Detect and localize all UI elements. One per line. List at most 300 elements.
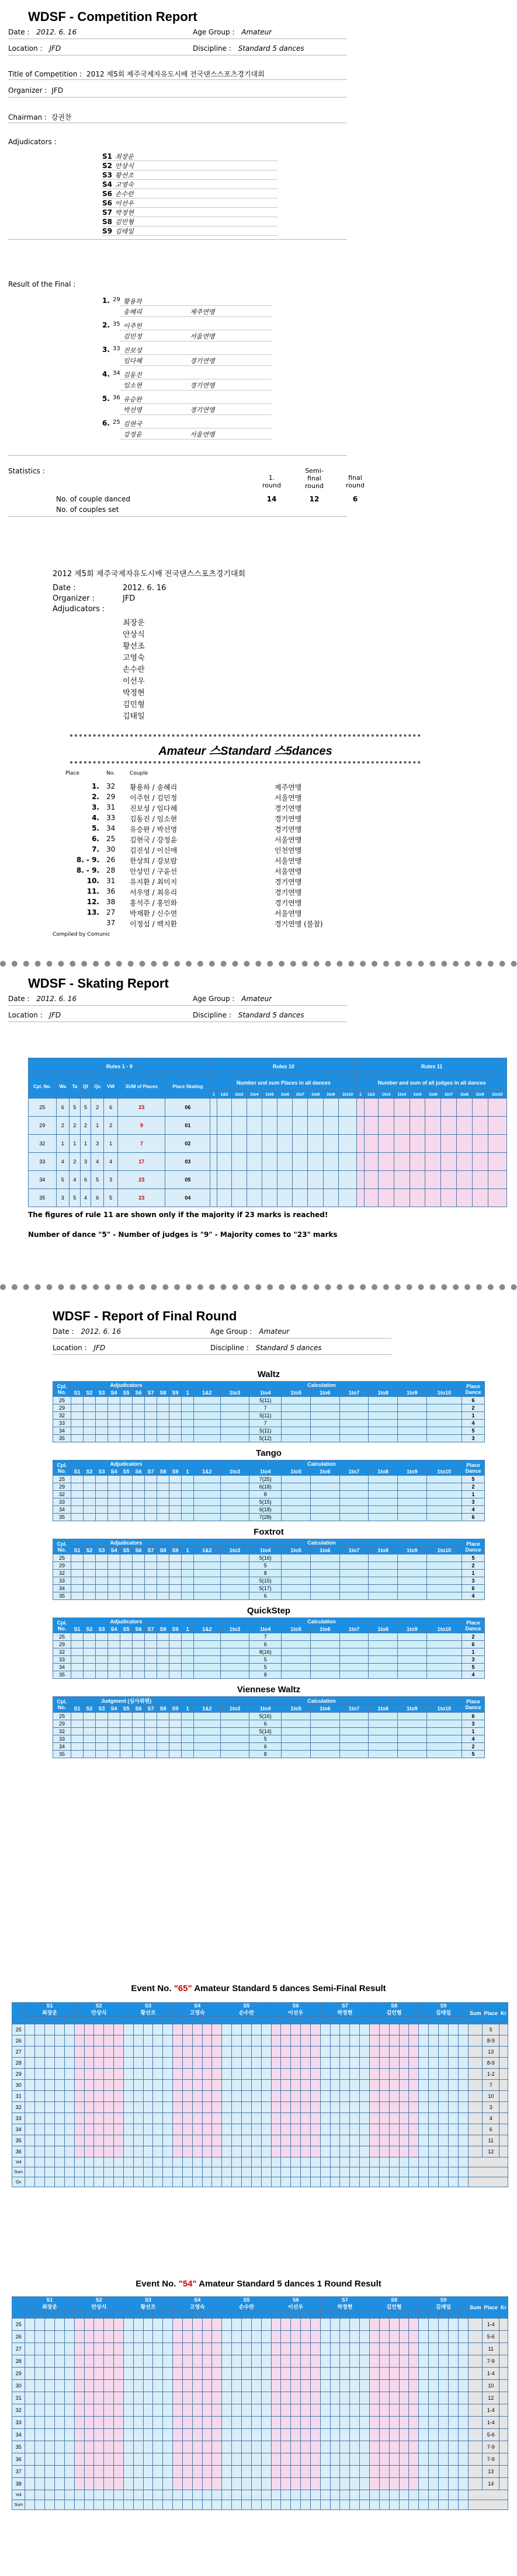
judge-code-head: S8 <box>157 1626 169 1633</box>
semi-mark <box>429 2058 439 2069</box>
r1-mark <box>45 2453 55 2466</box>
semi-mark <box>291 2058 301 2069</box>
cpl-head: Cpl. No. <box>53 1460 71 1476</box>
semi-footer-cell <box>35 2177 45 2187</box>
r1-footer-cell <box>173 2500 183 2510</box>
r1-mark <box>419 2417 429 2429</box>
r1-mark <box>379 2466 389 2478</box>
semi-mark <box>123 2080 133 2091</box>
r1-dance-subhead <box>192 2311 202 2319</box>
semi-mark <box>419 2080 429 2091</box>
dance-cpl-no: 35 <box>53 1751 71 1758</box>
r1-mark <box>379 2355 389 2368</box>
semi-mark <box>133 2080 143 2091</box>
r1-mark <box>399 2380 409 2392</box>
r1-judge-code: S4 <box>194 2297 201 2303</box>
semi-mark <box>94 2146 104 2157</box>
age-label: Age Group : <box>193 28 235 36</box>
r1-dance-subhead <box>84 2311 94 2319</box>
judge-mark <box>120 1577 133 1585</box>
semi-mark <box>212 2080 222 2091</box>
semi-mark <box>133 2113 143 2124</box>
semi-mark <box>330 2047 340 2058</box>
semi-mark <box>84 2113 94 2124</box>
semi-footer-cell <box>143 2157 153 2167</box>
r1-footer-cell <box>104 2490 114 2500</box>
skating-date-row <box>8 995 77 1003</box>
semi-footer-cell <box>212 2157 222 2167</box>
semi-footer-cell <box>330 2167 340 2177</box>
skating-age-label: Age Group : <box>193 995 235 1003</box>
final-place: 6. <box>102 419 110 427</box>
semi-mark <box>74 2146 84 2157</box>
summary-place: 5. <box>92 824 99 832</box>
r1-mark <box>232 2331 242 2343</box>
skating-row <box>29 1117 507 1135</box>
semi-judge-name: 이선우 <box>288 2010 304 2016</box>
judge-mark <box>133 1420 145 1427</box>
rule10-cell <box>262 1171 277 1189</box>
r1-mark <box>320 2331 330 2343</box>
skating-sum: 23 <box>118 1171 165 1189</box>
skating-place: 06 <box>165 1099 210 1117</box>
place-dance: 3 <box>462 1656 485 1664</box>
rule11-cell <box>357 1153 364 1171</box>
statistics-label: Statistics : <box>8 467 45 475</box>
semi-mark <box>35 2080 45 2091</box>
summary-col-no: No. <box>106 771 115 776</box>
semi-mark <box>379 2069 389 2080</box>
calc-cell: 7(28) <box>249 1514 282 1521</box>
calc-cell <box>282 1633 311 1641</box>
r1-mark <box>281 2453 291 2466</box>
judge-mark <box>133 1498 145 1506</box>
r1-mark <box>399 2429 409 2441</box>
calc-cell <box>282 1713 311 1720</box>
r1-footer-cell <box>64 2500 74 2510</box>
r1-footer-cell <box>242 2490 252 2500</box>
judge-mark <box>157 1514 169 1521</box>
calc-cell <box>220 1404 249 1412</box>
rule10-cell <box>308 1135 323 1153</box>
r1-dance-subhead <box>182 2311 192 2319</box>
rule10-cell <box>231 1189 247 1207</box>
calc-cell <box>194 1633 220 1641</box>
calc-cell <box>182 1554 194 1562</box>
judge-mark <box>157 1671 169 1679</box>
calc-cell <box>398 1656 427 1664</box>
calc-cell <box>194 1562 220 1570</box>
semi-judge-code: S1 <box>46 2003 53 2009</box>
r1-footer-cell <box>133 2500 143 2510</box>
semi-mark <box>232 2135 242 2146</box>
judge-mark <box>169 1577 182 1585</box>
judge-mark <box>145 1641 157 1648</box>
calc-col-head: 1to6 <box>277 1091 293 1099</box>
r1-dance-subhead <box>389 2311 399 2319</box>
location-row <box>8 44 61 53</box>
r1-mark <box>310 2355 320 2368</box>
rule11-cell <box>488 1189 507 1207</box>
semi-mark <box>360 2035 370 2047</box>
calc-cell: 6 <box>249 1592 282 1600</box>
competition-value: 2012 제5회 제주국제자유도시배 전국댄스스포츠경기대회 <box>86 70 265 78</box>
semi-mark <box>242 2091 252 2102</box>
judge-mark <box>108 1648 120 1656</box>
rule10-cell <box>338 1171 356 1189</box>
r1-mark <box>438 2404 448 2417</box>
semi-footer-cell <box>281 2167 291 2177</box>
semi-footer-cell <box>458 2167 468 2177</box>
r1-mark <box>123 2380 133 2392</box>
semi-mark <box>182 2080 192 2091</box>
semi-mark <box>389 2058 399 2069</box>
semi-judge-head <box>222 2003 271 2017</box>
semi-mark <box>133 2124 143 2135</box>
judge-mark <box>71 1641 84 1648</box>
summary-col-place: Place <box>65 771 79 776</box>
r1-mark <box>261 2417 271 2429</box>
summary-number: 36 <box>106 887 116 895</box>
final-result-entry <box>102 344 348 369</box>
final-club: 서울연맹 <box>190 333 215 340</box>
semi-footer-cell <box>182 2167 192 2177</box>
judge-mark <box>145 1728 157 1735</box>
semi-footer-cell <box>389 2157 399 2167</box>
semi-mark <box>419 2024 429 2035</box>
summary-adjudicators-label: Adjudicators : <box>53 605 105 614</box>
r1-mark <box>94 2380 104 2392</box>
r1-kr <box>499 2429 508 2441</box>
rule11-cell <box>456 1117 472 1135</box>
r1-mark <box>271 2355 281 2368</box>
semi-mark <box>242 2124 252 2135</box>
r1-mark <box>242 2478 252 2490</box>
calc-col-head: 1to4 <box>247 1091 262 1099</box>
semi-mark <box>114 2113 124 2124</box>
calc-cell <box>310 1427 339 1435</box>
calc-cell <box>339 1562 369 1570</box>
calc-cell <box>310 1671 339 1679</box>
r1-mark <box>153 2417 163 2429</box>
r1-mark <box>192 2368 202 2380</box>
semi-mark <box>182 2047 192 2058</box>
judge-mark <box>145 1713 157 1720</box>
r1-mark <box>340 2319 350 2331</box>
semi-footer-cell <box>232 2177 242 2187</box>
r1-kr <box>499 2319 508 2331</box>
r1-mark <box>104 2319 114 2331</box>
semi-mark <box>114 2024 124 2035</box>
r1-mark <box>232 2368 242 2380</box>
judge-mark <box>120 1641 133 1648</box>
semi-mark <box>104 2069 114 2080</box>
calc-cell <box>282 1420 311 1427</box>
r1-mark <box>261 2380 271 2392</box>
semi-mark <box>350 2058 360 2069</box>
place-dance: 4 <box>462 1592 485 1600</box>
r1-mark <box>64 2453 74 2466</box>
summary-number: 31 <box>106 803 116 811</box>
r1-row <box>12 2478 508 2490</box>
r1-mark <box>133 2368 143 2380</box>
semi-footer-cell <box>25 2167 35 2177</box>
r1-mark <box>429 2478 439 2490</box>
r1-footer-cell <box>429 2500 439 2510</box>
final-result-entry <box>102 295 348 320</box>
r1-mark <box>232 2404 242 2417</box>
r1-footer-cell <box>54 2490 64 2500</box>
judge-mark <box>120 1397 133 1404</box>
semi-dance-subhead <box>25 2017 35 2024</box>
semi-mark <box>133 2102 143 2113</box>
semi-mark <box>369 2102 379 2113</box>
summary-footer: Compiled by Comunic <box>53 932 110 937</box>
semi-mark <box>389 2113 399 2124</box>
r1-mark <box>64 2404 74 2417</box>
judge-mark <box>108 1728 120 1735</box>
final-place: 5. <box>102 395 110 403</box>
r1-mark <box>54 2319 64 2331</box>
judge-mark <box>96 1404 108 1412</box>
skating-dance-place: 2 <box>70 1153 81 1171</box>
r1-mark <box>45 2319 55 2331</box>
r1-mark <box>399 2319 409 2331</box>
semi-footer-cell <box>429 2177 439 2187</box>
r1-mark <box>182 2319 192 2331</box>
calc-cell <box>220 1720 249 1728</box>
r1-judge-head <box>320 2297 369 2311</box>
r1-mark <box>389 2441 399 2453</box>
calc-cell <box>398 1404 427 1412</box>
judge-mark <box>71 1404 84 1412</box>
r1-row <box>12 2466 508 2478</box>
r1-mark <box>399 2417 409 2429</box>
judge-mark <box>108 1735 120 1743</box>
skating-dance-place: 3 <box>104 1171 118 1189</box>
judge-mark <box>169 1656 182 1664</box>
r1-dance-subhead <box>409 2311 419 2319</box>
r1-footer-tail <box>468 2500 508 2510</box>
judge-code-head: S1 <box>71 1389 84 1397</box>
adjudicator-row <box>102 170 277 180</box>
semi-mark <box>379 2113 389 2124</box>
r1-mark <box>35 2466 45 2478</box>
semi-mark <box>123 2058 133 2069</box>
r1-mark <box>25 2429 35 2441</box>
r1-kr <box>499 2453 508 2466</box>
r1-mark <box>310 2478 320 2490</box>
dance-table <box>53 1618 485 1679</box>
round1-table <box>12 2296 508 2510</box>
place-dance: 5 <box>462 1554 485 1562</box>
semi-mark <box>251 2124 261 2135</box>
r1-mark <box>419 2453 429 2466</box>
semi-cpl-no: 32 <box>12 2102 25 2113</box>
semi-footer-cell <box>163 2177 173 2187</box>
r1-footer-cell <box>419 2490 429 2500</box>
r1-mark <box>104 2331 114 2343</box>
calc-cell <box>194 1506 220 1514</box>
skating-dance-place: 6 <box>104 1099 118 1117</box>
calc-cell <box>310 1404 339 1412</box>
skating-cpl-no: 34 <box>29 1171 57 1189</box>
r1-mark <box>458 2368 468 2380</box>
semi-mark <box>84 2058 94 2069</box>
semi-footer-cell <box>173 2177 183 2187</box>
semi-mark <box>340 2024 350 2035</box>
r1-mark <box>271 2368 281 2380</box>
r1-dance-subhead <box>153 2311 163 2319</box>
rule11-cell <box>488 1135 507 1153</box>
r1-mark <box>212 2380 222 2392</box>
semi-footer-cell <box>350 2167 360 2177</box>
calc-cell <box>194 1483 220 1491</box>
r1-mark <box>251 2331 261 2343</box>
adjudicator-row <box>102 180 277 189</box>
semi-judge-code: S7 <box>341 2003 348 2009</box>
judge-mark <box>145 1483 157 1491</box>
r1-mark <box>222 2466 232 2478</box>
calc-code-head: 1to5 <box>282 1705 311 1713</box>
semi-mark <box>222 2091 232 2102</box>
judge-mark <box>133 1585 145 1592</box>
judge-mark <box>84 1656 96 1664</box>
semi-mark <box>301 2091 311 2102</box>
semi-mark <box>242 2047 252 2058</box>
calc-cell <box>426 1664 462 1671</box>
semi-mark <box>301 2102 311 2113</box>
semi-footer-cell <box>212 2167 222 2177</box>
semi-mark <box>438 2102 448 2113</box>
r1-judge-name: 황선조 <box>140 2304 156 2310</box>
calc-code-head: 1&2 <box>194 1547 220 1554</box>
semi-mark <box>399 2069 409 2080</box>
r1-mark <box>94 2319 104 2331</box>
r1-mark <box>251 2441 261 2453</box>
r1-mark <box>133 2343 143 2355</box>
judge-mark <box>157 1476 169 1483</box>
r1-mark <box>163 2319 173 2331</box>
r1-mark <box>448 2429 458 2441</box>
r1-mark <box>369 2343 379 2355</box>
r1-dance-subhead <box>350 2311 360 2319</box>
final-place: 4. <box>102 370 110 378</box>
r1-mark <box>360 2368 370 2380</box>
skating-date-value: 2012. 6. 16 <box>36 995 77 1003</box>
semi-mark <box>271 2035 281 2047</box>
judge-mark <box>120 1506 133 1514</box>
dance-cpl-no: 35 <box>53 1592 71 1600</box>
summary-couple: 김진성 / 이신애 <box>130 846 178 855</box>
summary-club: 서울연맹 <box>275 909 302 918</box>
calc-code-head: 1&2 <box>194 1468 220 1476</box>
r1-mark <box>350 2331 360 2343</box>
semi-footer-cell <box>182 2157 192 2167</box>
r1-mark <box>369 2368 379 2380</box>
semi-mark <box>251 2024 261 2035</box>
final-number: 33 <box>113 346 120 352</box>
dance-name: Waltz <box>257 1369 280 1379</box>
r1-mark <box>409 2417 419 2429</box>
semi-mark <box>232 2113 242 2124</box>
semi-footer-cell <box>202 2177 212 2187</box>
rule11-cell <box>357 1099 364 1117</box>
r1-sum <box>468 2478 483 2490</box>
skating-row <box>29 1171 507 1189</box>
r1-footer-cell <box>320 2490 330 2500</box>
r1-cpl-no: 35 <box>12 2441 25 2453</box>
r1-mark <box>340 2368 350 2380</box>
semi-mark <box>64 2135 74 2146</box>
semi-mark <box>379 2058 389 2069</box>
dance-cpl-no: 33 <box>53 1735 71 1743</box>
r1-cpl-no: 33 <box>12 2417 25 2429</box>
chairman-row <box>8 112 72 122</box>
judge-mark <box>108 1491 120 1498</box>
calc-cell <box>182 1751 194 1758</box>
skating-dance-place: 6 <box>80 1171 91 1189</box>
r1-mark <box>360 2404 370 2417</box>
calc-cell <box>369 1592 398 1600</box>
judge-mark <box>145 1412 157 1420</box>
semi-mark <box>330 2069 340 2080</box>
r1-mark <box>64 2392 74 2404</box>
semi-mark <box>182 2124 192 2135</box>
semi-mark <box>64 2058 74 2069</box>
judge-mark <box>133 1728 145 1735</box>
r1-mark <box>153 2478 163 2490</box>
final-number: 35 <box>113 321 120 327</box>
r1-footer-cell <box>261 2500 271 2510</box>
semi-mark <box>419 2069 429 2080</box>
semi-dance-subhead <box>429 2017 439 2024</box>
judge-code-head: S6 <box>133 1626 145 1633</box>
skating-dance-place: 2 <box>56 1117 70 1135</box>
skating-col-head: Place Skating <box>165 1075 210 1099</box>
skating-dance-place: 5 <box>56 1171 70 1189</box>
semi-sum <box>468 2035 483 2047</box>
judge-mark <box>133 1397 145 1404</box>
r1-mark <box>310 2319 320 2331</box>
r1-mark <box>419 2466 429 2478</box>
calc-cell <box>194 1514 220 1521</box>
r1-mark <box>458 2429 468 2441</box>
calc-cell: 5(16) <box>249 1554 282 1562</box>
calc-cell <box>369 1728 398 1735</box>
semi-footer-cell <box>409 2167 419 2177</box>
adjudicator-name: 손수란 <box>115 190 134 198</box>
r1-mark <box>202 2441 212 2453</box>
r1-mark <box>251 2368 261 2380</box>
semi-footer-cell <box>330 2157 340 2167</box>
semi-mark <box>291 2069 301 2080</box>
calc-cell <box>220 1664 249 1671</box>
semi-mark <box>360 2135 370 2146</box>
semi-place: 8-9 <box>483 2035 499 2047</box>
semi-dance-subhead <box>350 2017 360 2024</box>
dance-cpl-no: 35 <box>53 1671 71 1679</box>
semi-mark <box>143 2135 153 2146</box>
calc-cell <box>369 1554 398 1562</box>
semi-row <box>12 2069 508 2080</box>
summary-club: 인천연맹 <box>275 846 302 855</box>
judge-code-head: S4 <box>108 1468 120 1476</box>
judge-mark <box>169 1498 182 1506</box>
semi-footer-cell <box>133 2177 143 2187</box>
fr-age-label: Age Group : <box>210 1327 252 1336</box>
r1-footer-cell <box>182 2490 192 2500</box>
